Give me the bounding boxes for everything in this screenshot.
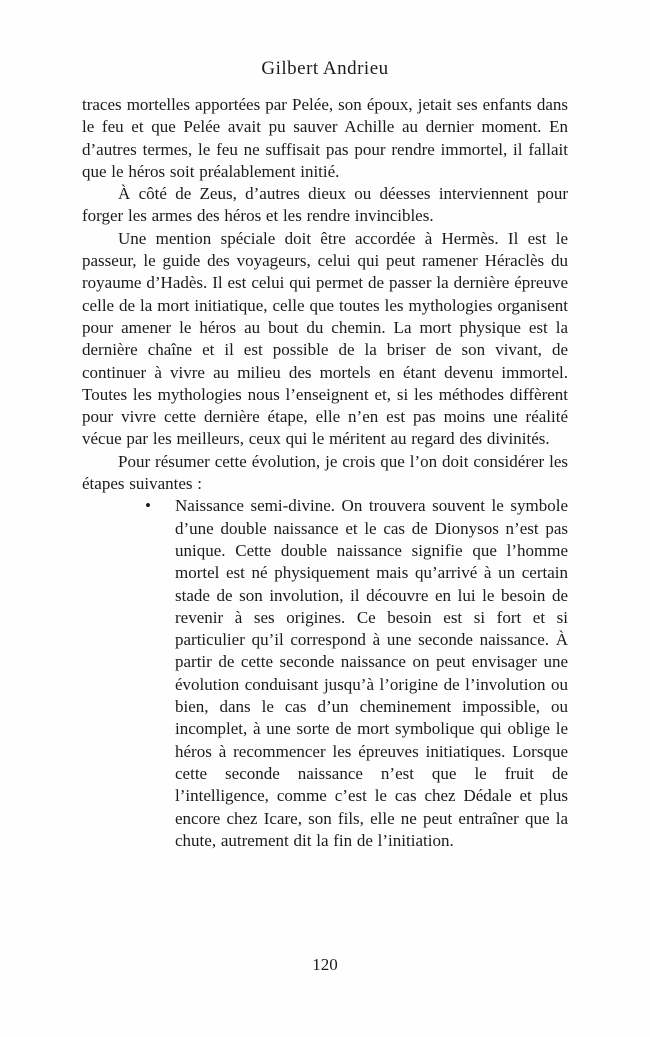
- bullet-marker-icon: •: [145, 496, 151, 516]
- body-paragraph: traces mortelles apportées par Pelée, son époux, jetait ses enfants dans le feu et que Pelée avait pu sauver Achille au dernier moment. En d’autres termes, le feu ne suffisait pas pour rendre immortel, il fallait que le héros soit préalablement initié.: [82, 95, 568, 181]
- body-paragraph: À côté de Zeus, d’autres dieux ou déesses interviennent pour forger les armes des héros et les rendre invincibles.: [82, 184, 568, 226]
- body-paragraph: Pour résumer cette évolution, je crois que l’on doit considérer les étapes suivantes :: [82, 451, 568, 494]
- bullet-item-text: Naissance semi-divine. On trouvera souvent le symbole d’une double naissance et le cas de Dionysos n’est pas unique. Cette double naissance signifie que l’homme mortel est né physiquement mais qu’arrivé à un certain stade de son involution, il découvre en lui le besoin de revenir à ses origines. Ce besoin est si fort et si particulier qu’il correspond à une seconde naissance. À partir de cette seconde naissance on peut envisager une évolution conduisant jusqu’à l’origine de l’involution ou bien, dans le cas d’un cheminement impossible, ou incomplet, à une sorte de mort symbolique qui oblige le héros à recommencer les épreuves initiatiques. Lorsque cette seconde naissance n’est que le fruit de l’intelligence, comme c’est le cas chez Dédale et plus encore chez Icare, son fils, elle ne peut entraîner que la chute, autrement dit la fin de l’initiation.: [175, 496, 568, 850]
- body-paragraph: Une mention spéciale doit être accordée à Hermès. Il est le passeur, le guide des voyageurs, celui qui peut ramener Héraclès du royaume d’Hadès. Il est celui qui permet de passer la dernière épreuve celle de la mort initiatique, celle que toutes les mythologies organisent pour amener le héros au bout du chemin. La mort physique est la dernière chaîne et il est possible de la briser de son vivant, de continuer à vivre au milieu des mortels en étant devenu immortel. Toutes les mythologies nous l’enseignent et, si les méthodes diffèrent pour vivre cette dernière étape, elle n’en est pas moins une réalité vécue par les meilleurs, ceux qui le méritent au regard des divinités.: [82, 228, 568, 449]
- body-text-block: [82, 94, 568, 852]
- running-header-author: Gilbert Andrieu: [261, 58, 389, 79]
- bullet-list-item: [145, 495, 568, 852]
- page-number: 120: [312, 955, 338, 974]
